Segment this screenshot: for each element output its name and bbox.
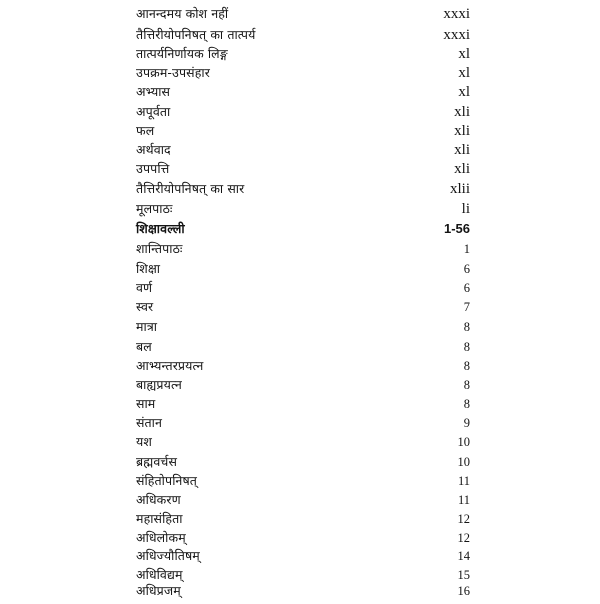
toc-entry-page: 15	[457, 568, 470, 582]
toc-entry-page: 8	[463, 359, 470, 373]
toc-entry-page: xl	[458, 65, 470, 81]
toc-entry-title: तात्पर्यनिर्णायक लिङ्ग	[136, 46, 228, 61]
toc-entry-page: 12	[457, 512, 470, 526]
toc-entry-page: xl	[458, 46, 470, 62]
toc-entry-page: 8	[463, 378, 470, 392]
toc-row	[0, 318, 600, 340]
toc-section-page-range: 1-56	[443, 221, 470, 236]
toc-entry-page: li	[461, 201, 470, 217]
toc-row	[0, 240, 600, 262]
toc-entry-title: मूलपाठः	[136, 201, 173, 216]
toc-entry-page: 16	[457, 584, 470, 598]
toc-entry-page: 6	[463, 262, 470, 276]
toc-row	[0, 5, 600, 27]
toc-entry-title: अधिकरण	[136, 492, 181, 507]
toc-entry-title: तैत्तिरीयोपनिषत् का तात्पर्य	[136, 27, 256, 42]
toc-entry-page: xli	[454, 104, 470, 120]
toc-entry-title: तैत्तिरीयोपनिषत् का सार	[136, 181, 245, 196]
toc-entry-page: xxxi	[443, 27, 470, 43]
toc-entry-page: 11	[457, 474, 470, 488]
toc-entry-title: फल	[136, 123, 155, 138]
toc-entry-page: 9	[463, 416, 470, 430]
toc-entry-title: आनन्दमय कोश नहीं	[136, 6, 229, 21]
toc-entry-page: 7	[463, 300, 470, 314]
toc-entry-title: अधिविद्यम्	[136, 567, 183, 582]
toc-entry-title: अधिप्रजम्	[136, 583, 181, 598]
toc-row	[0, 582, 600, 604]
toc-entry-title: अधिलोकम्	[136, 530, 186, 545]
toc-entry-title: संतान	[136, 415, 163, 430]
toc-entry-title: अभ्यास	[136, 84, 171, 99]
toc-row	[0, 200, 600, 222]
toc-entry-page: xlii	[449, 181, 470, 197]
toc-entry-title: उपक्रम-उपसंहार	[136, 65, 210, 80]
toc-entry-title: अधिज्यौतिषम्	[136, 548, 200, 563]
toc-entry-page: 10	[457, 435, 470, 449]
toc-entry-page: xxxi	[443, 6, 470, 22]
toc-row	[0, 180, 600, 202]
toc-entry-page: 11	[457, 493, 470, 507]
toc-entry-page: 14	[457, 549, 470, 563]
toc-entry-page: 8	[463, 340, 470, 354]
toc-row	[0, 160, 600, 182]
toc-entry-title: शान्तिपाठः	[136, 241, 183, 256]
toc-entry-title: वर्ण	[136, 280, 153, 295]
toc-entry-page: xli	[454, 142, 470, 158]
toc-row	[0, 298, 600, 320]
toc-entry-page: 10	[457, 455, 470, 469]
toc-entry-title: स्वर	[136, 299, 154, 314]
toc-entry-page: xl	[458, 84, 470, 100]
toc-entry-title: आभ्यन्तरप्रयत्न	[136, 358, 204, 373]
toc-entry-page: xli	[454, 161, 470, 177]
toc-entry-title: अपूर्वता	[136, 104, 171, 119]
toc-entry-title: बल	[136, 339, 152, 354]
toc-row	[0, 83, 600, 105]
toc-entry-title: बाह्यप्रयत्न	[136, 377, 182, 392]
toc-entry-page: 8	[463, 397, 470, 411]
toc-row	[0, 433, 600, 455]
toc-entry-title: उपपत्ति	[136, 161, 170, 176]
toc-entry-title: यश	[136, 434, 152, 449]
toc-entry-title: महासंहिता	[136, 511, 183, 526]
toc-entry-title: मात्रा	[136, 319, 158, 334]
toc-entry-title: ब्रह्मवर्चस	[136, 454, 177, 469]
toc-entry-page: xli	[454, 123, 470, 139]
toc-entry-page: 12	[457, 531, 470, 545]
toc-section-title: शिक्षावल्ली	[136, 221, 185, 236]
toc-entry-title: अर्थवाद	[136, 142, 171, 157]
toc-entry-title: संहितोपनिषत्	[136, 473, 198, 488]
toc-row-section	[0, 220, 600, 242]
toc-entry-page: 6	[463, 281, 470, 295]
toc-entry-page: 1	[463, 242, 470, 256]
toc-entry-page: 8	[463, 320, 470, 334]
toc-entry-title: साम	[136, 396, 156, 411]
toc-entry-title: शिक्षा	[136, 261, 161, 276]
